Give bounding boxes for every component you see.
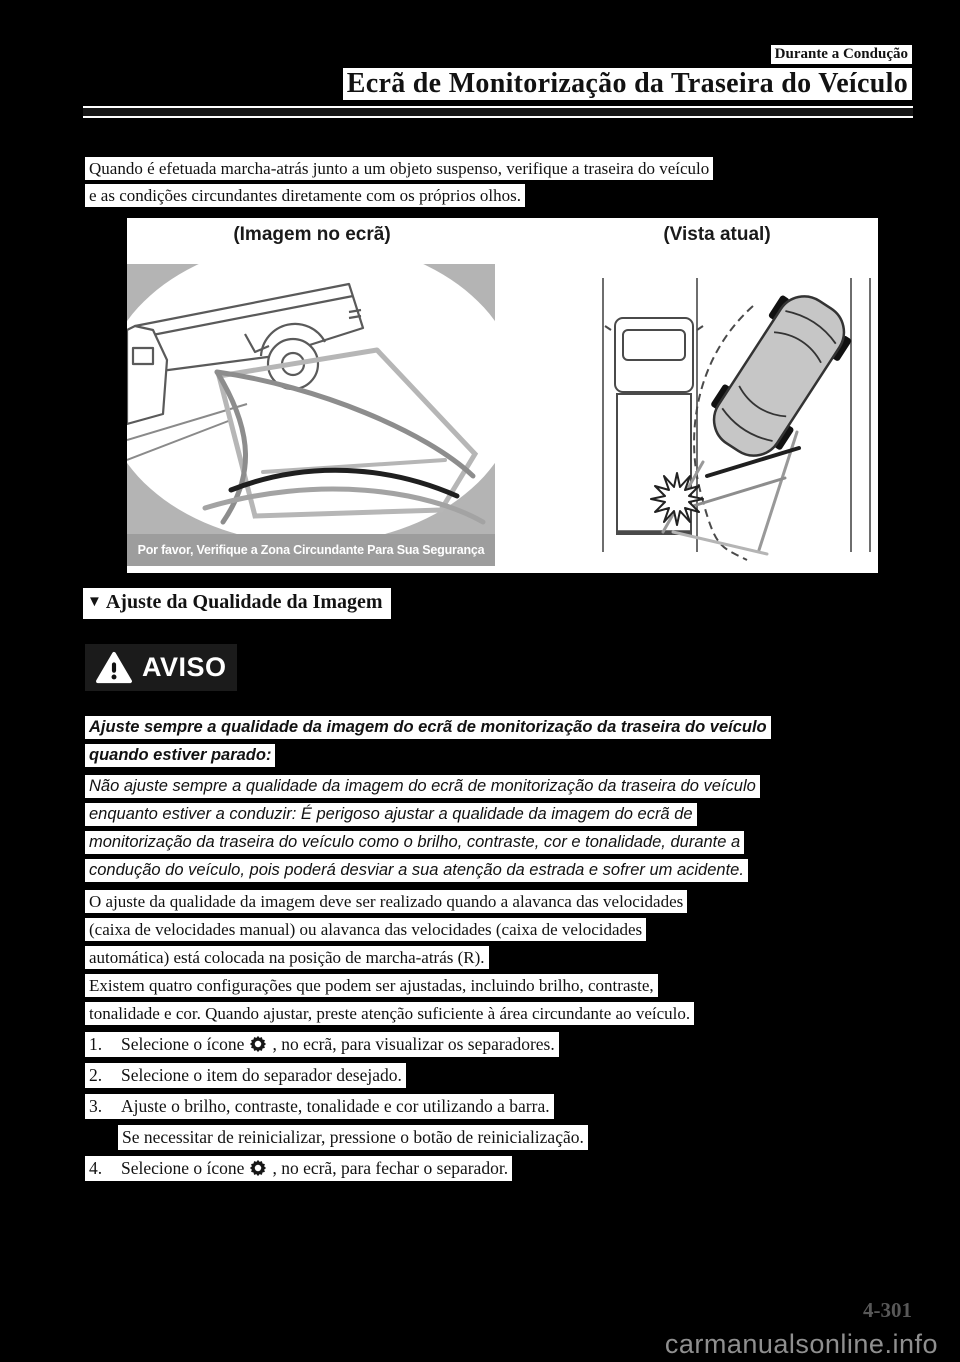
top-view-panel <box>557 264 878 566</box>
section-heading <box>83 588 391 619</box>
gear-icon <box>249 1035 267 1053</box>
body-line: O ajuste da qualidade da imagem deve ser realizado quando a alavanca das velocidades <box>85 890 687 913</box>
warning-body-line: Não ajuste sempre a qualidade da imagem do ecrã de monitorização da traseira do veículo <box>85 775 760 798</box>
warning-lead-line: quando estiver parado: <box>85 744 275 767</box>
body-line: tonalidade e cor. Quando ajustar, preste atenção suficiente à área circundante ao veículo. <box>85 1002 694 1025</box>
warning-box-label: AVISO <box>142 652 227 682</box>
warning-triangle-icon <box>95 651 133 685</box>
body-line: (caixa de velocidades manual) ou alavanca das velocidades (caixa de velocidades <box>85 918 646 941</box>
actual-view-label: (Vista atual) <box>663 224 771 245</box>
section-triangle-icon: ▼ <box>87 594 102 610</box>
step-4: 4. Selecione o ícone , no ecrã, para fechar o separador. <box>85 1156 512 1181</box>
body-paragraph <box>85 890 694 1025</box>
warning-body-line: enquanto estiver a conduzir: É perigoso ajustar a qualidade da imagem do ecrã de <box>85 803 697 826</box>
warning-lead <box>85 716 771 767</box>
page-header <box>343 45 912 100</box>
section-title: Ajuste da Qualidade da Imagem <box>105 591 383 613</box>
chapter-label: Durante a Condução <box>771 45 912 64</box>
screen-image-label: (Imagem no ecrã) <box>233 224 391 245</box>
rear-camera-illustration <box>127 264 495 534</box>
parking-topview-illustration <box>557 264 878 566</box>
intro-line: Quando é efetuada marcha-atrás junto a um objeto suspenso, verifique a traseira do veículo <box>85 157 713 180</box>
page-number: 4-301 <box>863 1298 912 1322</box>
screen-warning-caption: Por favor, Verifique a Zona Circundante Para Sua Segurança <box>127 534 495 566</box>
step-3-note: Se necessitar de reinicializar, pressione o botão de reinicialização. <box>118 1125 588 1150</box>
body-line: automática) está colocada na posição de marcha-atrás (R). <box>85 946 489 969</box>
rear-monitor-figure <box>127 218 878 573</box>
warning-body-line: condução do veículo, pois poderá desviar a sua atenção da estrada e sofrer um acidente. <box>85 859 748 882</box>
steps-list <box>85 1032 588 1181</box>
warning-box <box>85 644 237 691</box>
step-3: 3. Ajuste o brilho, contraste, tonalidade e cor utilizando a barra. <box>85 1094 554 1119</box>
watermark-link[interactable]: carmanualsonline.info <box>664 1329 938 1359</box>
body-line: Existem quatro configurações que podem ser ajustadas, incluindo brilho, contraste, <box>85 974 658 997</box>
header-rule <box>83 106 913 118</box>
step-2: 2. Selecione o item do separador desejado. <box>85 1063 406 1088</box>
step-1: 1. Selecione o ícone , no ecrã, para visualizar os separadores. <box>85 1032 559 1057</box>
warning-body-line: monitorização da traseira do veículo como o brilho, contraste, cor e tonalidade, durante a <box>85 831 744 854</box>
gear-icon <box>249 1159 267 1177</box>
camera-view-panel <box>127 264 495 566</box>
page-title: Ecrã de Monitorização da Traseira do Veículo <box>343 68 912 100</box>
intro-line: e as condições circundantes diretamente com os próprios olhos. <box>85 184 525 207</box>
warning-lead-line: Ajuste sempre a qualidade da imagem do ecrã de monitorização da traseira do veículo <box>85 716 771 739</box>
warning-body <box>85 775 760 882</box>
intro-paragraph <box>85 157 713 207</box>
